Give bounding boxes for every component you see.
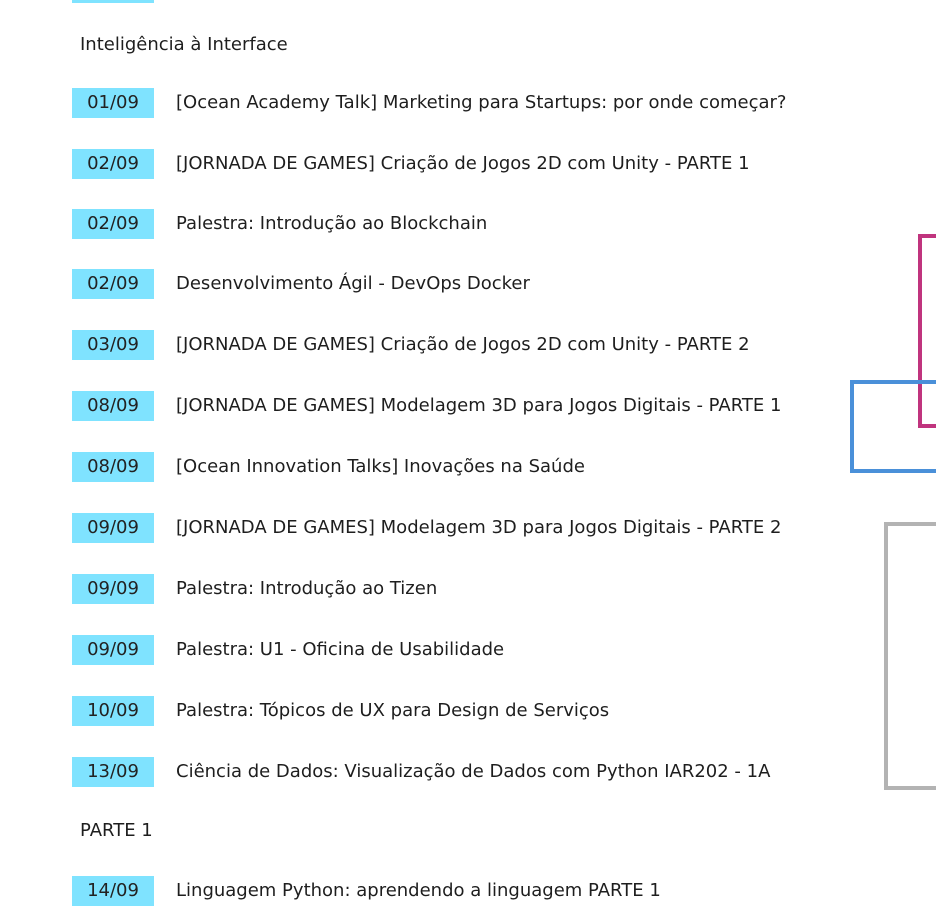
event-row[interactable] <box>72 330 750 360</box>
event-date-badge: 09/09 <box>72 513 154 543</box>
event-title-link[interactable]: Ciência de Dados: Visualização de Dados com Python IAR202 - 1A <box>176 761 771 782</box>
event-date-badge: 10/09 <box>72 696 154 726</box>
event-date-badge: 02/09 <box>72 149 154 179</box>
event-row[interactable] <box>72 876 661 906</box>
event-date-badge: 09/09 <box>72 574 154 604</box>
event-row[interactable] <box>72 149 750 179</box>
event-row[interactable] <box>72 269 530 299</box>
event-title-link[interactable]: Palestra: Introdução ao Blockchain <box>176 213 488 234</box>
event-date-badge: 13/09 <box>72 757 154 787</box>
event-row[interactable] <box>72 452 585 482</box>
event-title-link[interactable]: Desenvolvimento Ágil - DevOps Docker <box>176 273 530 294</box>
event-row[interactable] <box>72 391 781 421</box>
event-title-link[interactable]: Palestra: Tópicos de UX para Design de Serviços <box>176 700 610 721</box>
event-title-wrap-continuation: PARTE 1 <box>80 820 153 841</box>
event-title-link[interactable]: Palestra: U1 - Oficina de Usabilidade <box>176 639 505 660</box>
decorative-gray-frame <box>884 522 936 790</box>
event-row[interactable] <box>72 757 770 787</box>
event-title-link[interactable]: Palestra: Introdução ao Tizen <box>176 578 438 599</box>
event-row[interactable] <box>72 513 781 543</box>
event-row[interactable] <box>72 88 786 118</box>
event-row[interactable] <box>72 635 504 665</box>
event-date-badge: 03/09 <box>72 330 154 360</box>
event-row[interactable] <box>72 209 487 239</box>
event-date-badge: 02/09 <box>72 269 154 299</box>
event-date-badge: 02/09 <box>72 209 154 239</box>
event-title-link[interactable]: [JORNADA DE GAMES] Criação de Jogos 2D com Unity - PARTE 2 <box>176 334 750 355</box>
decorative-blue-frame <box>850 380 936 473</box>
event-date-badge: 01/09 <box>72 88 154 118</box>
event-title-link[interactable]: [JORNADA DE GAMES] Modelagem 3D para Jogos Digitais - PARTE 2 <box>176 517 782 538</box>
event-title-link[interactable]: [JORNADA DE GAMES] Criação de Jogos 2D com Unity - PARTE 1 <box>176 153 750 174</box>
event-row[interactable] <box>72 696 609 726</box>
event-date-badge: 14/09 <box>72 876 154 906</box>
event-title-link[interactable]: Linguagem Python: aprendendo a linguagem PARTE 1 <box>176 880 661 901</box>
event-row[interactable] <box>72 574 437 604</box>
event-title-link[interactable]: [JORNADA DE GAMES] Modelagem 3D para Jogos Digitais - PARTE 1 <box>176 395 782 416</box>
event-date-badge: 09/09 <box>72 635 154 665</box>
event-title-link[interactable]: [Ocean Academy Talk] Marketing para Startups: por onde começar? <box>176 92 787 113</box>
previous-event-title-continuation: Inteligência à Interface <box>80 34 288 55</box>
event-title-link[interactable]: [Ocean Innovation Talks] Inovações na Saúde <box>176 456 585 477</box>
event-date-badge: 08/09 <box>72 452 154 482</box>
event-date-badge: 08/09 <box>72 391 154 421</box>
